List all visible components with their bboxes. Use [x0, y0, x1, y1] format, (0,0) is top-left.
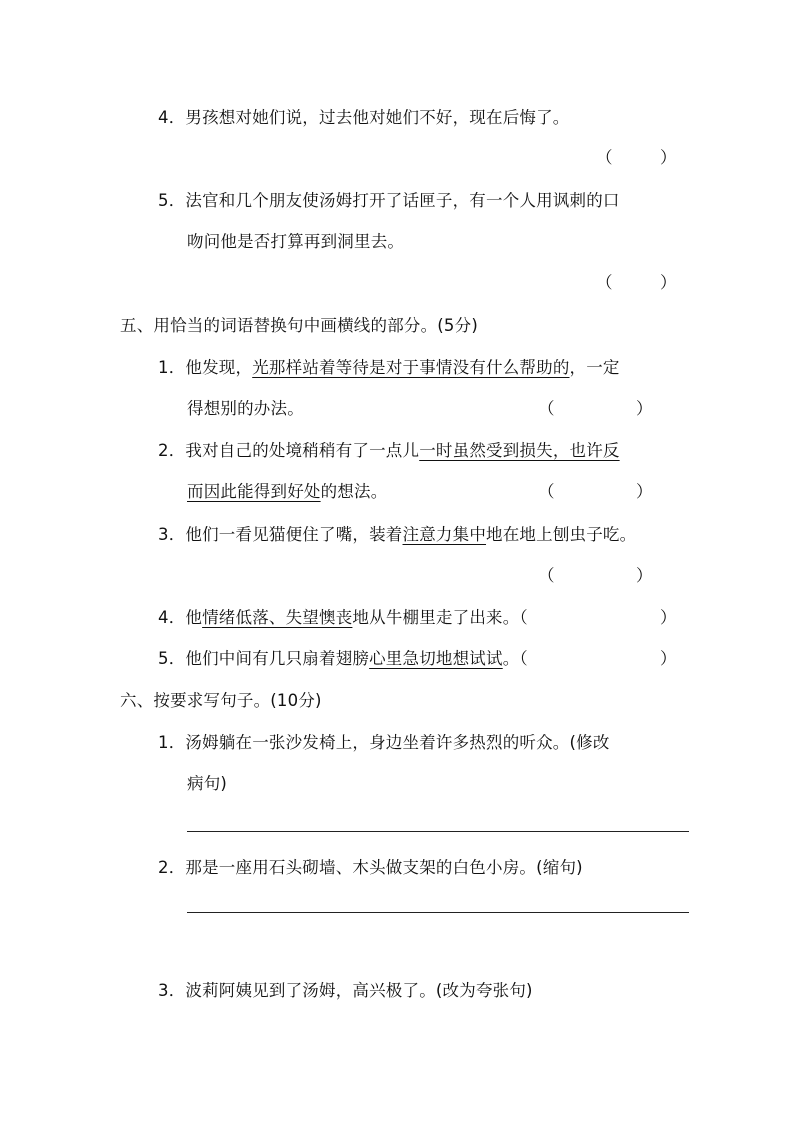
item-number: 1．: [158, 358, 186, 377]
underlined-phrase: 一时虽然受到损失，也许反: [419, 441, 620, 460]
s6-item3-line1: 3．波莉阿姨见到了汤姆，高兴极了。(改为夸张句): [158, 981, 533, 1000]
answer-paren-close: ）: [660, 148, 677, 167]
s5-item5-line1: 5．他们中间有几只扇着翅膀心里急切地想试试。（: [158, 649, 528, 668]
answer-paren-open: （: [538, 399, 555, 418]
answer-paren-close: ）: [660, 608, 677, 627]
answer-paren-close: ）: [660, 649, 677, 668]
answer-paren-close: ）: [636, 566, 653, 585]
underlined-phrase: 光那样站着等待是对于事情没有什么帮助的: [252, 358, 570, 377]
section6-title: 六、按要求写句子。(10分): [120, 691, 322, 710]
answer-blank-line[interactable]: [187, 912, 689, 913]
item-number: 4．: [158, 108, 186, 127]
answer-paren-open: （: [596, 273, 613, 292]
s5-item2-line2: 而因此能得到好处的想法。: [187, 482, 388, 501]
answer-paren-close: ）: [636, 482, 653, 501]
answer-paren-open: （: [596, 148, 613, 167]
item-number: 2．: [158, 858, 186, 877]
s6-item1-line1: 1．汤姆躺在一张沙发椅上，身边坐着许多热烈的听众。(修改: [158, 733, 610, 752]
item-number: 4．: [158, 608, 186, 627]
item-number: 5．: [158, 649, 186, 668]
item-number: 5．: [158, 191, 186, 210]
section5-title: 五、用恰当的词语替换句中画横线的部分。(5分): [120, 316, 478, 335]
s5-item4-line1: 4．他情绪低落、失望懊丧地从牛棚里走了出来。（: [158, 608, 528, 627]
underlined-phrase: 心里急切地想试试: [369, 649, 503, 668]
s5-item1-line2: 得想别的办法。: [187, 399, 304, 418]
underlined-phrase: 而因此能得到好处: [187, 482, 321, 501]
item-number: 3．: [158, 981, 186, 1000]
answer-blank-line[interactable]: [187, 831, 689, 832]
underlined-phrase: 情绪低落、失望懊丧: [202, 608, 353, 627]
underlined-phrase: 注意力集中: [402, 525, 487, 544]
answer-paren-close: ）: [636, 399, 653, 418]
q4-item5-text: 5．法官和几个朋友使汤姆打开了话匣子，有一个人用讽刺的口: [158, 191, 620, 210]
s5-item2-line1: 2．我对自己的处境稍稍有了一点儿一时虽然受到损失，也许反: [158, 441, 620, 460]
answer-paren-open: （: [538, 482, 555, 501]
answer-paren-close: ）: [660, 273, 677, 292]
s5-item1-line1: 1．他发现，光那样站着等待是对于事情没有什么帮助的，一定: [158, 358, 620, 377]
s6-item1-line2: 病句): [187, 774, 228, 793]
s6-item2-line1: 2．那是一座用石头砌墙、木头做支架的白色小房。(缩句): [158, 858, 583, 877]
item-number: 3．: [158, 525, 186, 544]
q4-item4-text: 4．男孩想对她们说，过去他对她们不好，现在后悔了。: [158, 108, 570, 127]
item-number: 2．: [158, 441, 186, 460]
item-number: 1．: [158, 733, 186, 752]
q4-item5-text-line2: 吻问他是否打算再到洞里去。: [187, 232, 405, 251]
answer-paren-open: （: [538, 566, 555, 585]
s5-item3-line1: 3．他们一看见猫便住了嘴，装着注意力集中地在地上刨虫子吃。: [158, 525, 637, 544]
